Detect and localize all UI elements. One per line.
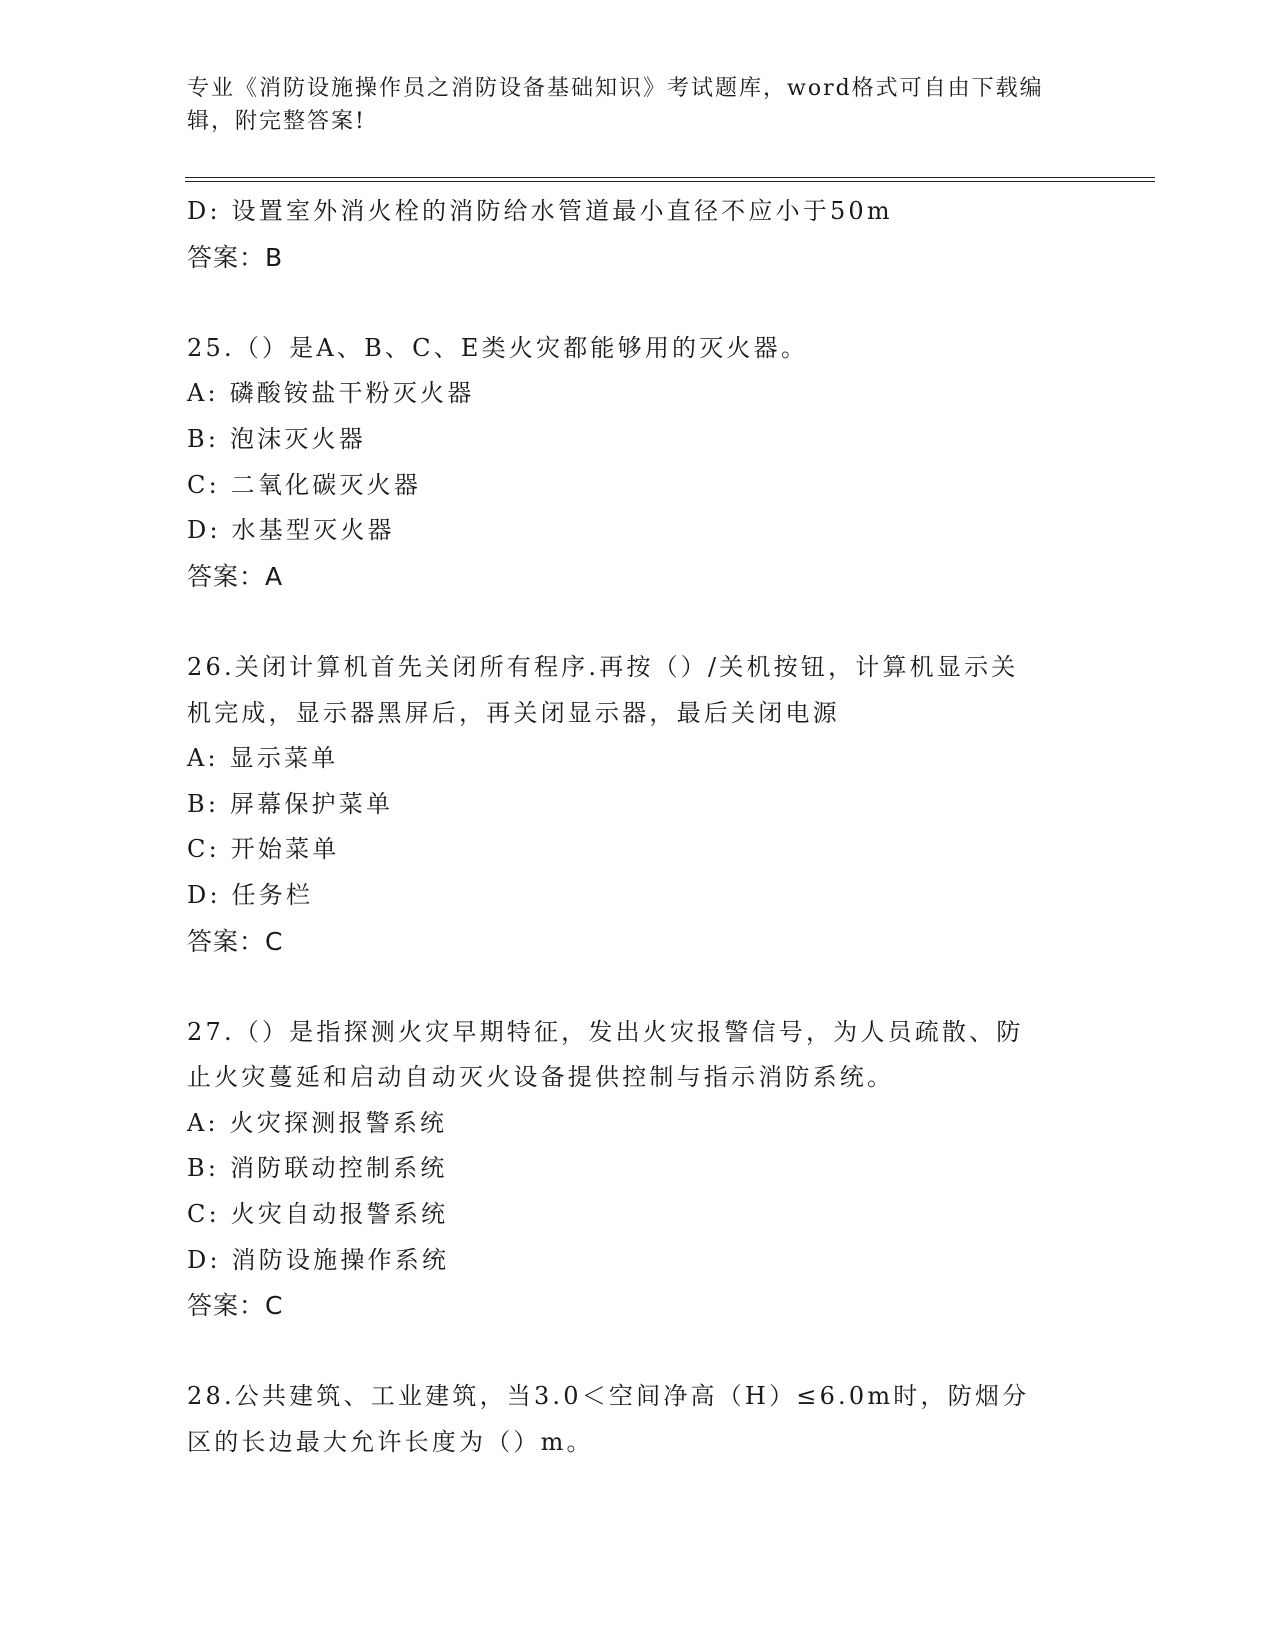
option-c: C: 火灾自动报警系统 bbox=[187, 1200, 449, 1229]
question-25 bbox=[187, 326, 1077, 600]
question-stem-line-2: 机完成，显示器黑屏后，再关闭显示器，最后关闭电源 bbox=[187, 698, 840, 727]
option-d: D: 消防设施操作系统 bbox=[187, 1245, 450, 1274]
question-26 bbox=[187, 645, 1077, 964]
option-c: C: 开始菜单 bbox=[187, 835, 340, 864]
prev-answer: 答案：B bbox=[187, 242, 284, 272]
answer: 答案：A bbox=[187, 561, 284, 591]
question-stem-line-1: 26.关闭计算机首先关闭所有程序.再按（）/关机按钮，计算机显示关 bbox=[187, 652, 1019, 681]
header-line-2: 辑，附完整答案! bbox=[187, 109, 366, 134]
question-stem-line-2: 区的长边最大允许长度为（）m。 bbox=[187, 1428, 594, 1457]
option-a: A: 磷酸铵盐干粉灭火器 bbox=[187, 379, 475, 408]
option-a: A: 火灾探测报警系统 bbox=[187, 1108, 448, 1137]
question-stem-line-1: 28.公共建筑、工业建筑，当3.0＜空间净高（H）≤6.0m时，防烟分 bbox=[187, 1382, 1030, 1411]
option-b: B: 消防联动控制系统 bbox=[187, 1154, 448, 1183]
question-stem: 25.（）是A、B、C、E类火灾都能够用的灭火器。 bbox=[187, 333, 809, 362]
option-d: D: 水基型灭火器 bbox=[187, 516, 395, 545]
question-28 bbox=[187, 1374, 1077, 1465]
option-d: D: 任务栏 bbox=[187, 880, 314, 909]
answer: 答案：C bbox=[187, 926, 284, 956]
header-divider-bottom bbox=[185, 181, 1155, 182]
question-stem-line-2: 止火灾蔓延和启动自动灭火设备提供控制与指示消防系统。 bbox=[187, 1063, 895, 1092]
question-list bbox=[187, 189, 1077, 1466]
answer: 答案：C bbox=[187, 1291, 284, 1321]
option-a: A: 显示菜单 bbox=[187, 744, 339, 773]
question-stem-line-1: 27.（）是指探测火灾早期特征，发出火灾报警信号，为人员疏散、防 bbox=[187, 1017, 1024, 1046]
document-header bbox=[187, 72, 1067, 138]
header-line-1: 专业《消防设施操作员之消防设备基础知识》考试题库，word格式可自由下载编 bbox=[187, 76, 1044, 101]
option-c: C: 二氧化碳灭火器 bbox=[187, 470, 422, 499]
option-b: B: 屏幕保护菜单 bbox=[187, 789, 394, 818]
question-27 bbox=[187, 1010, 1077, 1329]
option-b: B: 泡沫灭火器 bbox=[187, 424, 366, 453]
prev-option-d: D: 设置室外消火栓的消防给水管道最小直径不应小于50m bbox=[187, 197, 893, 225]
header-divider-top bbox=[185, 177, 1155, 178]
